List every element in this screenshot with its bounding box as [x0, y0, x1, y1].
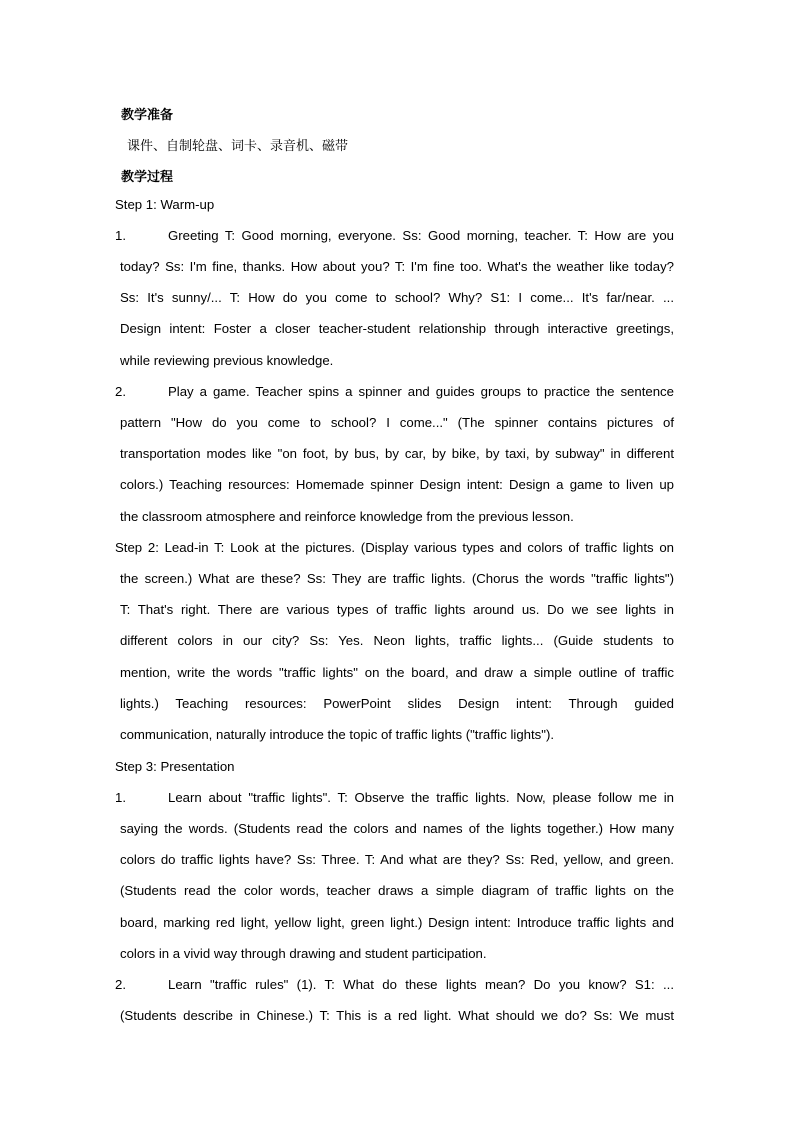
- item1-2-line-1: Play a game. Teacher spins a spinner and guides groups to practice the sentence: [168, 384, 674, 399]
- item3-1-line-2: saying the words. (Students read the colors and names of the lights together.) How many: [120, 821, 674, 836]
- item3-1-line-1: Learn about "traffic lights". T: Observe the traffic lights. Now, please follow me in: [168, 790, 674, 805]
- step2-line-4: different colors in our city? Ss: Yes. Neon lights, traffic lights... (Guide students to: [120, 633, 674, 648]
- step2-line-6: lights.) Teaching resources: PowerPoint slides Design intent: Through guided: [120, 696, 674, 711]
- item3-1-number: 1.: [115, 790, 126, 805]
- step2-line-3: T: That's right. There are various types of traffic lights around us. Do we see lights in: [120, 602, 674, 617]
- item3-1-line-3: colors do traffic lights have? Ss: Three. T: And what are they? Ss: Red, yellow, and green.: [120, 852, 674, 867]
- step1-heading: Step 1: Warm-up: [115, 197, 215, 212]
- prep-heading: 教学准备: [121, 108, 174, 123]
- item1-1-line-5: while reviewing previous knowledge.: [120, 353, 334, 368]
- item3-1-line-6: colors in a vivid way through drawing and student participation.: [120, 946, 487, 961]
- process-heading: 教学过程: [121, 170, 174, 185]
- item1-1-line-2: today? Ss: I'm fine, thanks. How about you? T: I'm fine too. What's the weather like today?: [120, 259, 674, 274]
- item1-2-line-3: transportation modes like "on foot, by bus, by car, by bike, by taxi, by subway" in different: [120, 446, 674, 461]
- item3-2-line-2: (Students describe in Chinese.) T: This is a red light. What should we do? Ss: We must: [120, 1008, 674, 1023]
- step2-line-5: mention, write the words "traffic lights" on the board, and draw a simple outline of traffic: [120, 665, 674, 680]
- prep-text: 课件、自制轮盘、词卡、录音机、磁带: [127, 139, 349, 154]
- item3-2-number: 2.: [115, 977, 126, 992]
- step2-line-7: communication, naturally introduce the topic of traffic lights ("traffic lights").: [120, 727, 554, 742]
- item1-1-line-1: Greeting T: Good morning, everyone. Ss: Good morning, teacher. T: How are you: [168, 228, 674, 243]
- item3-2-line-1: Learn "traffic rules" (1). T: What do these lights mean? Do you know? S1: ...: [168, 977, 674, 992]
- item1-1-line-4: Design intent: Foster a closer teacher-student relationship through interactive greetings,: [120, 321, 674, 336]
- item1-2-number: 2.: [115, 384, 126, 399]
- step3-heading: Step 3: Presentation: [115, 759, 235, 774]
- item1-1-number: 1.: [115, 228, 126, 243]
- item1-2-line-5: the classroom atmosphere and reinforce knowledge from the previous lesson.: [120, 509, 574, 524]
- item3-1-line-5: board, marking red light, yellow light, green light.) Design intent: Introduce traffic lights and: [120, 915, 674, 930]
- step2-line-2: the screen.) What are these? Ss: They are traffic lights. (Chorus the words "traffic lights"): [120, 571, 674, 586]
- item1-2-line-4: colors.) Teaching resources: Homemade spinner Design intent: Design a game to liven up: [120, 477, 674, 492]
- item3-1-line-4: (Students read the color words, teacher draws a simple diagram of traffic lights on the: [120, 883, 674, 898]
- step2-line-1: Step 2: Lead-in T: Look at the pictures. (Display various types and colors of traffic lights on: [115, 540, 674, 555]
- item1-2-line-2: pattern "How do you come to school? I come..." (The spinner contains pictures of: [120, 415, 674, 430]
- item1-1-line-3: Ss: It's sunny/... T: How do you come to school? Why? S1: I come... It's far/near. ...: [120, 290, 674, 305]
